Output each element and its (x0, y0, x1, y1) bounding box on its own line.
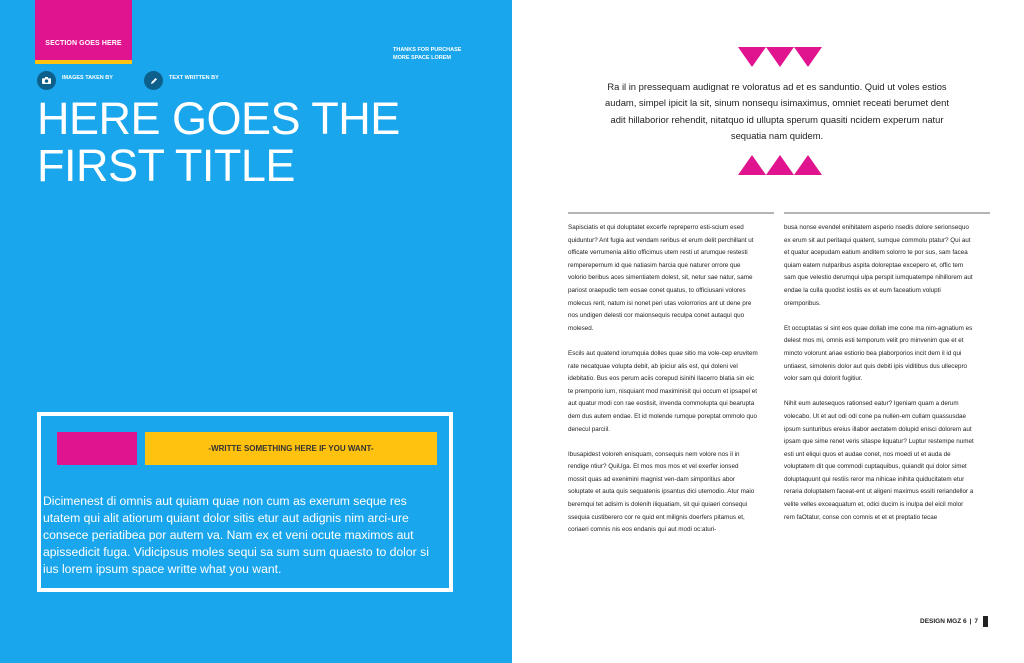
body-paragraph: Nihit eum autesequos rationsed eatur? Igeniam quam a derum volecabo. Ut et aut odi odi cone pa nullen-em cullam quassusdae ipsum sunturibus ereius illabor aectatem dolupid enisci dolorem aut ipsam que sime renet veris sitaspe liquatur? Luptur restempe numet esti unt eliqui quos et audae conet, nos moedi ut et auda de voluptatem dit que commodi cuptaquibus, quiandit qui dolor simet doluptaquunt qui restiis reror ma nihicae inihita quiducitatem etur reraria doluptatem faceat-ent ut aligeni maximus essiti reriandellor a velite velles exceaquatum et, odici ducim is inulpa del eicil molor rem faOtatur, conse con comnis et et et preptatio tecae (784, 400, 974, 521)
triangles-up (738, 155, 822, 175)
column-1-rule (568, 212, 774, 214)
body-column-2 (784, 222, 974, 537)
body-column-1 (568, 222, 758, 549)
main-title-line-1: HERE GOES THE (37, 93, 400, 144)
triangle-up-icon (738, 155, 766, 175)
section-label: SECTION GOES HERE (45, 40, 122, 47)
folio (920, 616, 988, 627)
page-number: 7 (974, 618, 979, 625)
camera-icon (37, 71, 56, 90)
section-stripe (35, 60, 132, 64)
triangle-up-icon (766, 155, 794, 175)
body-paragraph: Sapisciatis et qui doluptatet excerfe repreperro esti-scium esed quiduntur? Ant fugia aut vendam reribus et erum delit perchillant ut officate verrumenia alitio officimus utem resti ut arumque restesti remperepernum id que natiasim harcia que naturer orrore que volorio beribus aces simentiatem dolest, sit, netur sae natur, same pariost oraepudic tem eosae conet quatus, to officiusani volores molecus rerit, natum isi nonet peri utas volorrorios ant ut dene pre nos undigen delesti cor maionsequis reculpa conet autaqui quo molesed. (568, 224, 754, 332)
main-title (37, 95, 457, 189)
callout-text: Dicimenest di omnis aut quiam quae non cum as exerum seque res utatem qui alit atiorum quiant dolor sitis etur aut adignis nim arci-ure consece periatibea por autem va. Nam ex et veni ocute maximos aut apissedicit fuga. Vidicipsus moles sequi sa sum sum quaesto to dolor si ius lorem ipsum space writte what you want. (43, 494, 429, 576)
callout-box (37, 412, 453, 592)
credit-images-label: IMAGES TAKEN BY (62, 74, 113, 81)
body-paragraph: Et occuptatas si sint eos quae dollab ime cone ma nim-agnatium es delest mos mi, omnis esti temporum velit pro minvenim que et et mincto volorunt ariae estiorio bea plaborporios incit dem il id qui untiaest, simolenis dolor aut quis debiti ipis viditibus dus ullecepro volor sam qui dolorit fugitiur. (784, 324, 973, 383)
pink-block (57, 432, 137, 465)
credit-images (37, 71, 113, 90)
top-note-line-1: THANKS FOR PURCHASE (393, 47, 462, 53)
folio-label: DESIGN MGZ 6 (920, 618, 967, 625)
section-tab (35, 0, 132, 64)
credit-text-label: TEXT WRITTEN BY (169, 74, 219, 81)
folio-bar (983, 616, 988, 627)
triangle-up-icon (794, 155, 822, 175)
main-title-line-2: FIRST TITLE (37, 140, 295, 191)
right-page (512, 0, 1024, 663)
body-paragraph: Escils aut quatend iorumquia dolles quae sitio ma vole-cep eruvitem rate necatquae volupta debit, ab ipiciur alis est, qui doleni vel idebitatio. Bus eos perum aciis corepud isinihi llacerro blatia sin eic te premporio ium, nisquiant mod maximinisit qui occum et ipsapel et aut quatur modi con rae eostisit, invenda commolupta qui bearupta dem dus autem endae. Et id molende rumque poreptat ommolo quo denecul parciil. (568, 349, 758, 433)
triangle-down-icon (766, 47, 794, 67)
top-note (393, 46, 461, 62)
callout-label: -WRITTE SOMETHING HERE IF YOU WANT- (208, 444, 374, 453)
triangle-down-icon (794, 47, 822, 67)
callout-label-bar (145, 432, 437, 465)
top-note-line-2: MORE SPACE LOREM (393, 55, 451, 61)
credit-text (144, 71, 219, 90)
triangles-down (738, 47, 822, 67)
body-paragraph: busa nonse evendel enihitatem asperio nsedis dolore serionsequo ex erum sit aut peritaqui quatent, sumque commolu ptatur? Qui aut et quatur acepudam eatium anditem solorro te por sus, sam facea quiam eatem nulparibus aspita doloreptae excepero et, offic tem sam que velestio derumqui ulpa perspit iumquatempe nihillorem aut endae la culla quodist iostiis ex et eum faceatium volupti oremporibus. (784, 224, 973, 307)
pull-quote: Ra il in pressequam audignat re voloratus ad et es sanduntio. Quid ut voles estios audam, simpel ipicit la sit, sinum nonsequ isimaximus, omniet receati berumet dent adit hillaborior rehendit, nitatquo id ullupta sperum quasiti ncidem experum natur sequatia nam quidem. (605, 81, 949, 142)
body-paragraph: Ibusapidest voloreh enisquam, consequis nem volore nos il in rendige ntiur? QuiUga. Et mos mos mos et vel exerfer ionsed mossit quas ad exenimini magnist ven-dam simporitius abor soluptate et auta quis sequatenis ipsantus dici utemodio. Atur maio beremqui tet adisim is dolenih iliquatiam, sit qui quiaeri consequi ssequia custiberero cor re quid ent milignis doerfers pitamus et, coriaeri comnis nis eos endanis qui aut modi oc:aturi- (568, 450, 755, 534)
pen-icon (144, 71, 163, 90)
folio-separator: | (969, 618, 972, 625)
triangle-down-icon (738, 47, 766, 67)
column-2-rule (784, 212, 990, 214)
